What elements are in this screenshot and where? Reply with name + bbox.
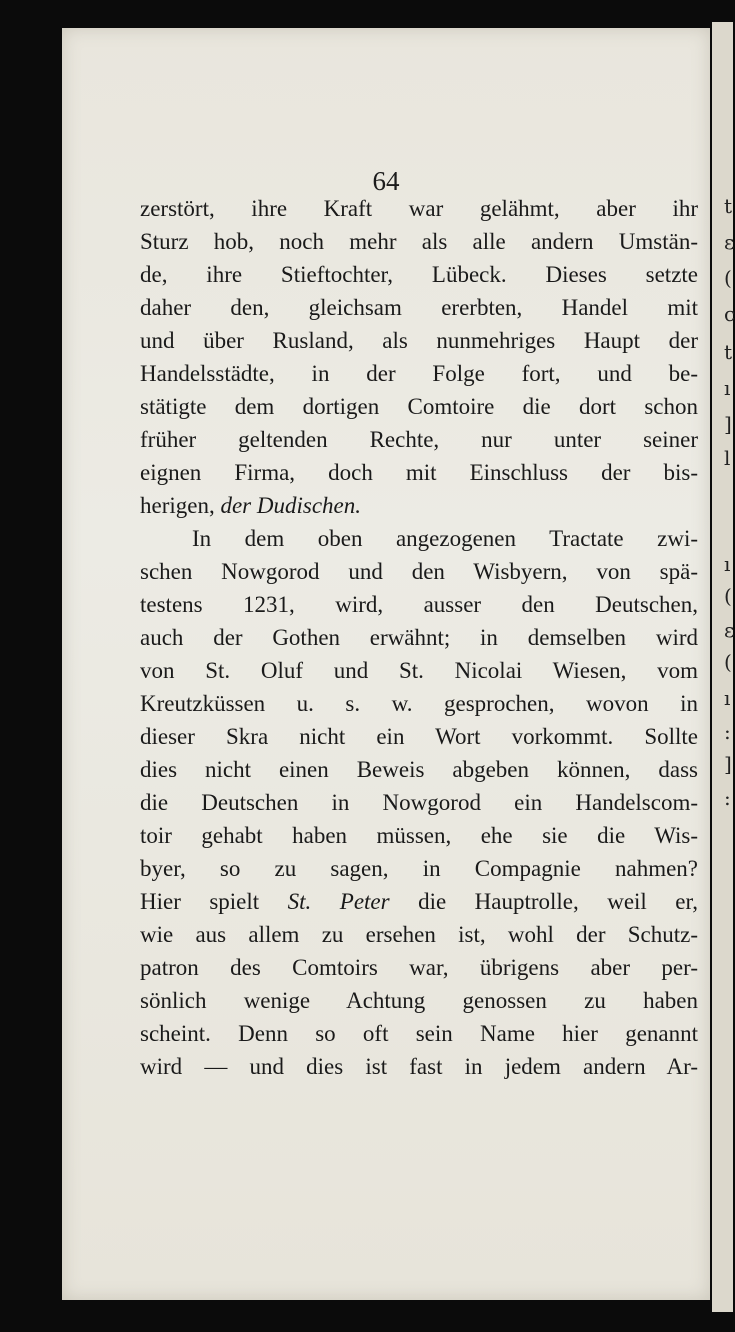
edge-glyph: ı xyxy=(724,686,731,710)
text-line: patron des Comtoirs war, übrigens aber per- xyxy=(140,955,698,980)
text-plain: herigen, xyxy=(140,493,221,518)
text-line: Handelsstädte, in der Folge fort, und be- xyxy=(140,361,698,386)
text-line: früher geltenden Rechte, nur unter seiner xyxy=(140,427,698,452)
text-line: eignen Firma, doch mit Einschluss der bis- xyxy=(140,460,698,485)
text-line: toir gehabt haben müssen, ehe sie die Wis- xyxy=(140,823,698,848)
text-line: de, ihre Stieftochter, Lübeck. Dieses setzte xyxy=(140,262,698,287)
text-line: scheint. Denn so oft sein Name hier genannt xyxy=(140,1021,698,1046)
text-italic: St. Peter xyxy=(287,889,390,914)
text-line: sönlich wenige Achtung genossen zu haben xyxy=(140,988,698,1013)
text-line: auch der Gothen erwähnt; in demselben wird xyxy=(140,625,698,650)
adjacent-page-edge xyxy=(712,22,733,1312)
edge-glyph: ı xyxy=(724,552,731,576)
text-line: die Deutschen in Nowgorod ein Handelscom- xyxy=(140,790,698,815)
text-plain: die Hauptrolle, weil er, xyxy=(389,889,698,914)
text-line: Kreutzküssen u. s. w. gesprochen, wovon in xyxy=(140,691,698,716)
text-line: zerstört, ihre Kraft war gelähmt, aber ihr xyxy=(140,196,698,221)
edge-glyph: ( xyxy=(724,650,732,674)
edge-glyph: t xyxy=(724,194,733,218)
text-line-paragraph-start: In dem oben angezogenen Tractate zwi- xyxy=(192,526,698,551)
edge-glyph: ] xyxy=(724,412,732,436)
text-line: daher den, gleichsam ererbten, Handel mit xyxy=(140,295,698,320)
edge-glyph: : xyxy=(724,786,731,810)
edge-glyph: ı xyxy=(724,376,731,400)
edge-glyph: : xyxy=(724,720,731,744)
edge-glyph: c xyxy=(724,302,735,326)
text-line: wie aus allem zu ersehen ist, wohl der Schutz- xyxy=(140,922,698,947)
text-line: und über Rusland, als nunmehriges Haupt der xyxy=(140,328,698,353)
edge-glyph: t xyxy=(724,340,733,364)
text-line-paragraph-end xyxy=(140,489,698,522)
edge-glyph: l xyxy=(724,446,731,470)
text-line: Sturz hob, noch mehr als alle andern Umstän- xyxy=(140,229,698,254)
edge-glyph: ( xyxy=(724,266,732,290)
text-line: testens 1231, wird, ausser den Deutschen, xyxy=(140,592,698,617)
text-line-mixed xyxy=(140,885,698,918)
text-line: byer, so zu sagen, in Compagnie nahmen? xyxy=(140,856,698,881)
edge-glyph: ] xyxy=(724,752,732,776)
edge-glyph: ε xyxy=(724,618,735,642)
text-italic: der Dudischen. xyxy=(220,493,361,518)
text-line: von St. Oluf und St. Nicolai Wiesen, vom xyxy=(140,658,698,683)
text-line: wird — und dies ist fast in jedem andern Ar- xyxy=(140,1054,698,1079)
text-line: dies nicht einen Beweis abgeben können, dass xyxy=(140,757,698,782)
page-number: 64 xyxy=(372,166,400,196)
text-line: dieser Skra nicht ein Wort vorkommt. Sollte xyxy=(140,724,698,749)
edge-glyph: ε xyxy=(724,230,735,254)
body-text xyxy=(140,192,698,1083)
text-line: stätigte dem dortigen Comtoire die dort schon xyxy=(140,394,698,419)
text-line: schen Nowgorod und den Wisbyern, von spä- xyxy=(140,559,698,584)
edge-glyph: ( xyxy=(724,584,732,608)
text-plain: Hier spielt xyxy=(140,889,288,914)
